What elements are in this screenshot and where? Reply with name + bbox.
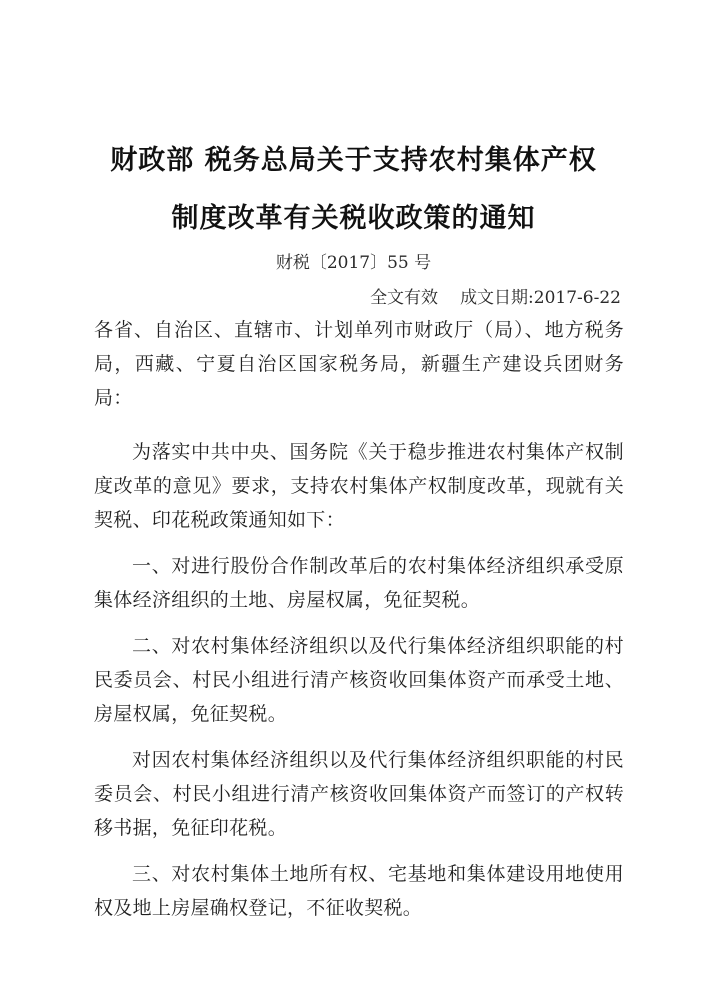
document-title-line-2: 制度改革有关税收政策的通知 (171, 203, 536, 234)
paragraph-item-1: 一、对进行股份合作制改革后的农村集体经济组织承受原集体经济组织的土地、房屋权属，免征契税。 (94, 555, 624, 611)
issue-date: 成文日期:2017-6-22 (460, 288, 621, 308)
paragraph-item-2-supplement: 对因农村集体经济组织以及代行集体经济组织职能的村民委员会、村民小组进行清产核资收回集体资产而签订的产权转移书据，免征印花税。 (94, 749, 624, 839)
addressees: 各省、自治区、直辖市、计划单列市财政厅（局）、地方税务局，西藏、宁夏自治区国家税务局，新疆生产建设兵团财务局： (94, 319, 624, 409)
document-meta (370, 283, 621, 308)
paragraph-item-2: 二、对农村集体经济组织以及代行集体经济组织职能的村民委员会、村民小组进行清产核资收回集体资产而承受土地、房屋权属，免征契税。 (94, 635, 624, 725)
paragraph-item-3: 三、对农村集体土地所有权、宅基地和集体建设用地使用权及地上房屋确权登记，不征收契税。 (94, 863, 624, 919)
paragraph-intro: 为落实中共中央、国务院《关于稳步推进农村集体产权制度改革的意见》要求，支持农村集体产权制度改革，现就有关契税、印花税政策通知如下： (94, 441, 624, 531)
document-title-line-1: 财政部 税务总局关于支持农村集体产权 (110, 145, 597, 176)
validity-status: 全文有效 (370, 288, 439, 308)
document-body (94, 313, 624, 937)
document-number: 财税〔2017〕55 号 (275, 253, 432, 273)
